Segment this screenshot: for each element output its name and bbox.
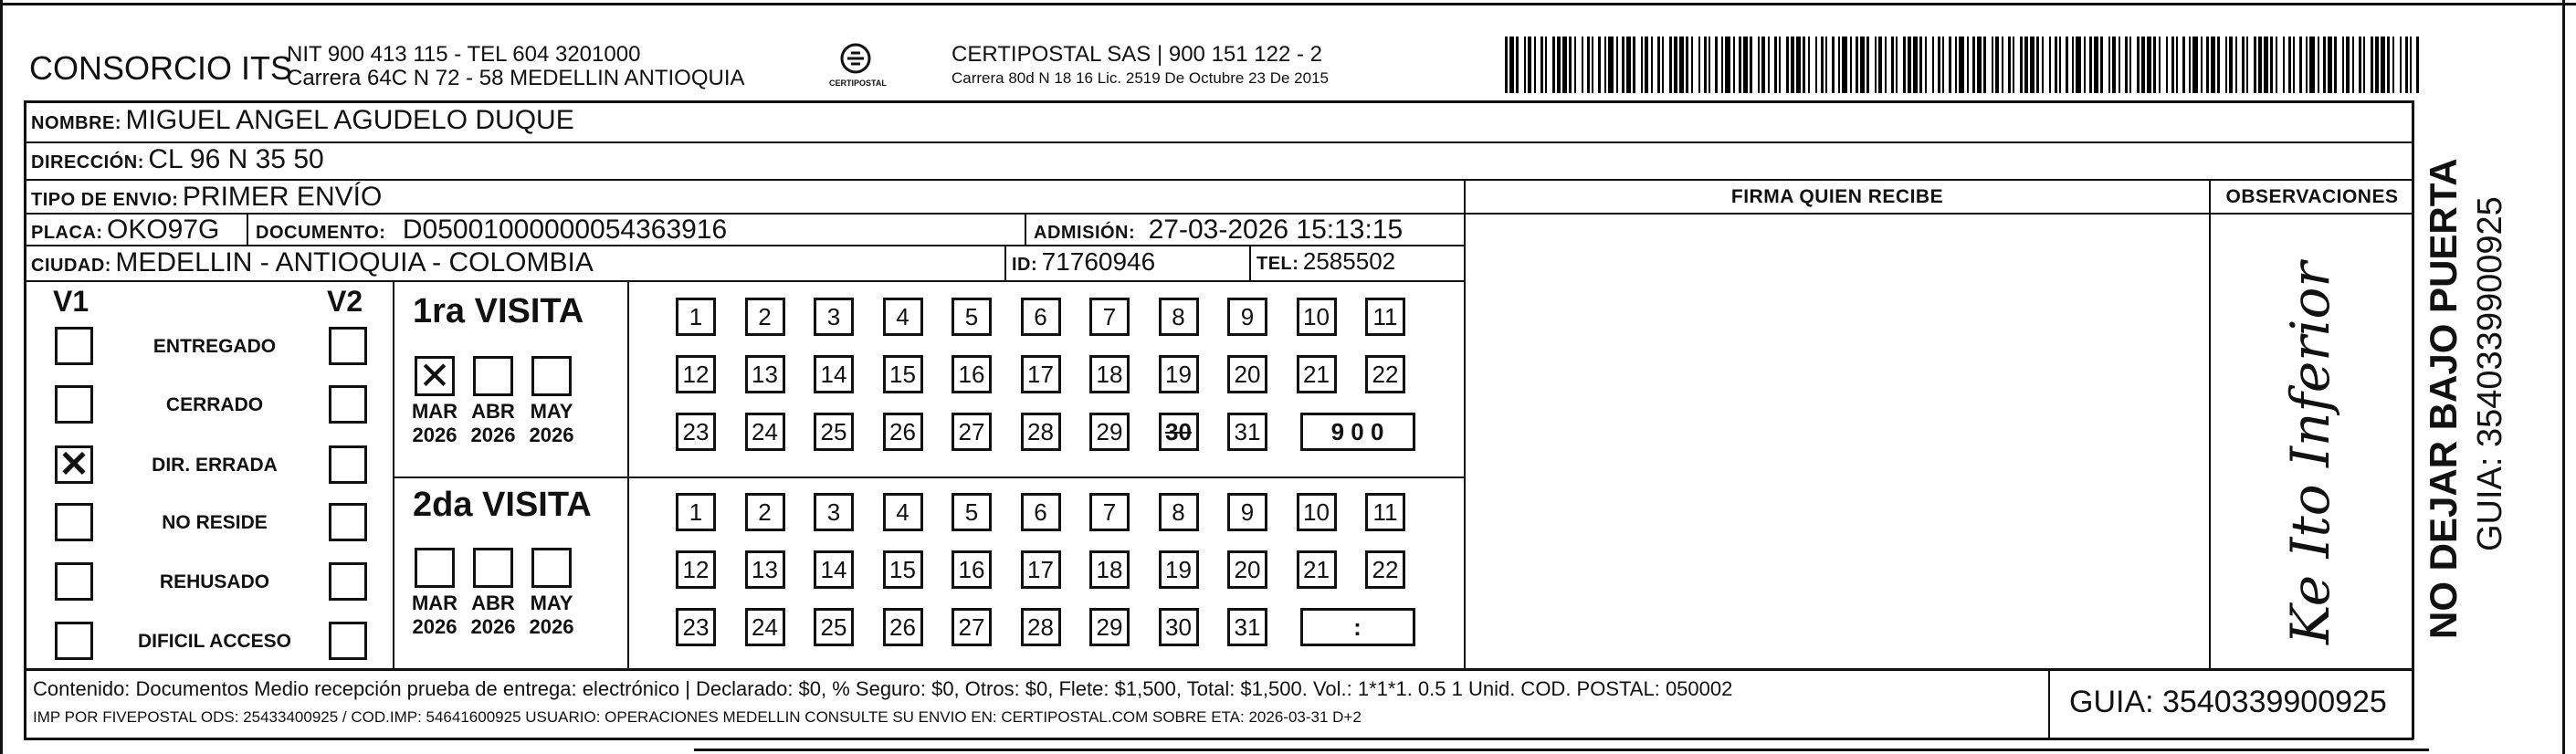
visit1-day-number: 20 [1234, 360, 1261, 388]
tel-field [1256, 247, 1395, 276]
visit2-day-number: 25 [820, 613, 847, 641]
visit2-day-box[interactable] [745, 608, 785, 646]
visit2-day-number: 21 [1303, 555, 1330, 583]
visit2-day-number: 13 [752, 555, 778, 583]
v1-checkbox[interactable] [55, 503, 93, 541]
visit-title-sep [627, 280, 629, 668]
admision-value: 27-03-2026 15:13:15 [1148, 215, 1404, 245]
visit1-day-number: 15 [889, 360, 916, 388]
observaciones-handwritten: Ke Ito Inferior [2279, 261, 2341, 644]
ciudad-value: MEDELLIN - ANTIOQUIA - COLOMBIA [115, 247, 594, 278]
visit2-day-number: 12 [682, 555, 710, 583]
visit1-day-box[interactable] [745, 355, 785, 393]
id-value: 71760946 [1041, 247, 1156, 276]
documento-value: D05001000000054363916 [402, 215, 728, 245]
v1-checkbox[interactable] [55, 327, 93, 365]
admision-label: ADMISIÓN: [1034, 223, 1136, 243]
v2-checkbox[interactable] [329, 622, 367, 660]
status-label: ENTREGADO [152, 336, 277, 357]
left-edge [0, 0, 3, 754]
visit1-month-checkbox[interactable] [473, 356, 513, 396]
visit1-month-checkbox[interactable] [415, 356, 455, 396]
visit1-day-box[interactable] [883, 298, 923, 336]
visit1-day-box[interactable] [1021, 355, 1061, 393]
visit2-month-checkbox[interactable] [415, 548, 455, 588]
footer-left-line [24, 668, 26, 739]
tipo-envio-value: PRIMER ENVÍO [182, 182, 383, 212]
visit2-month-label: MAR [411, 592, 458, 614]
row-line-6 [24, 668, 2413, 671]
visit1-day-number: 9 [1240, 302, 1255, 330]
side-guia: GUIA: 3540339900925 [2471, 196, 2509, 551]
visit2-month-checkbox[interactable] [531, 548, 572, 588]
obs-col-left [2209, 179, 2211, 669]
visit1-day-box[interactable] [814, 413, 854, 451]
direccion-value: CL 96 N 35 50 [148, 144, 324, 174]
footer-guia: GUIA: 3540339900925 [2069, 685, 2387, 719]
visit1-month-label: MAR [411, 400, 458, 423]
visit1-year-label: 2026 [529, 424, 574, 446]
visit1-day-box[interactable] [676, 298, 716, 336]
visit2-day-number: 29 [1096, 613, 1123, 641]
visit2-year-label: 2026 [470, 615, 516, 638]
visit1-day-box[interactable] [676, 355, 716, 393]
visit2-day-number: 10 [1303, 497, 1330, 526]
visit1-day-number: 22 [1372, 360, 1399, 388]
barcode [1505, 37, 2424, 93]
visit1-day-box[interactable] [1089, 413, 1130, 451]
visit1-day-box[interactable] [814, 355, 854, 393]
visit1-day-box[interactable] [1227, 298, 1267, 336]
visit2-day-number: 28 [1027, 613, 1054, 641]
v2-checkbox[interactable] [329, 327, 367, 365]
visit2-day-number: 19 [1165, 555, 1192, 583]
status-sep [393, 280, 394, 668]
v1-checkbox[interactable] [55, 385, 93, 424]
visit1-day-number: 19 [1165, 360, 1192, 388]
documento-label: DOCUMENTO: [256, 223, 386, 243]
row-line-1 [24, 141, 2413, 143]
courier-address: Carrera 80d N 18 16 Lic. 2519 De Octubre 23 De 2015 [952, 69, 1329, 87]
visit1-day-number: 17 [1027, 360, 1054, 388]
placa-sep [247, 213, 248, 246]
visit2-day-number: 20 [1234, 555, 1261, 583]
visit1-day-box[interactable] [952, 355, 992, 393]
visit1-day-number: 25 [820, 417, 847, 445]
visit2-day-box[interactable] [1159, 550, 1199, 589]
visit1-day-box[interactable] [745, 298, 785, 336]
visit2-day-number: 3 [826, 497, 841, 526]
visit2-month-label: ABR [471, 592, 515, 614]
visit1-day-box[interactable] [1159, 355, 1199, 393]
visit1-day-number: 31 [1234, 417, 1261, 445]
v1-header: V1 [53, 285, 89, 318]
visit1-day-box[interactable] [1297, 355, 1337, 393]
visit1-month-label: ABR [471, 400, 515, 423]
visit1-day-number: 21 [1303, 360, 1330, 388]
footer-imp: IMP POR FIVEPOSTAL ODS: 25433400925 / COD.IMP: 54641600925 USUARIO: OPERACIONES MEDELLIN CONSULTE SU ENVIO EN: CERTIPOSTAL.COM SOBRE ETA: 2026-03-31 D+2 [33, 708, 1362, 726]
footer-guia-sep [2048, 668, 2050, 739]
barcode-bar [2416, 37, 2419, 93]
visit2-day-box[interactable] [883, 608, 923, 646]
visit2-year-label: 2026 [412, 615, 457, 638]
visit1-day-box[interactable] [952, 413, 992, 451]
courier-name: CERTIPOSTAL SAS | 900 151 122 - 2 [952, 42, 1322, 67]
visit2-day-number: 11 [1372, 497, 1398, 526]
visit2-title: 2da VISITA [413, 486, 592, 524]
check-mark: ✕ [58, 445, 89, 485]
v1-checkbox[interactable] [55, 562, 93, 601]
visit1-day-box[interactable] [676, 413, 716, 451]
visit1-day-box[interactable] [1021, 413, 1061, 451]
tipo-envio-row [31, 182, 382, 213]
footer-right-line [2412, 668, 2414, 739]
visit1-day-box[interactable] [1297, 298, 1337, 336]
visit2-month-checkbox[interactable] [473, 548, 513, 588]
visit2-day-box[interactable] [952, 608, 992, 646]
status-label: REHUSADO [159, 571, 270, 592]
table-left-line [24, 100, 26, 672]
check-mark: ✕ [418, 354, 451, 397]
nombre-label: NOMBRE: [31, 113, 122, 133]
company-name: CONSORCIO ITS [29, 49, 293, 87]
tel-sep [1249, 245, 1251, 281]
visit2-day-number: 23 [682, 613, 710, 641]
visit1-day-number: 6 [1034, 302, 1047, 330]
visit1-month-label: MAY [530, 400, 573, 423]
visit2-day-box[interactable] [1297, 493, 1337, 531]
signature-area[interactable] [1467, 215, 2208, 668]
visit1-day-number: 4 [896, 302, 909, 330]
visit2-day-box[interactable] [1021, 550, 1061, 589]
visit-divider [393, 476, 1465, 478]
admision-field [1034, 215, 1403, 246]
visit2-day-number: 31 [1234, 613, 1261, 641]
tel-value: 2585502 [1302, 247, 1396, 275]
placa-label: PLACA: [31, 223, 103, 243]
visit2-day-box[interactable] [814, 550, 854, 589]
side-instruction: NO DEJAR BAJO PUERTA [2422, 158, 2465, 639]
visit1-day-box[interactable] [1365, 298, 1405, 336]
visit2-day-box[interactable] [1227, 608, 1267, 646]
visit2-day-number: 8 [1172, 497, 1185, 526]
visit2-day-number: 27 [958, 613, 985, 641]
header [0, 0, 2429, 100]
visit2-day-number: 15 [889, 555, 916, 583]
company-address: Carrera 64C N 72 - 58 MEDELLIN ANTIOQUIA [287, 66, 745, 90]
visit2-day-box[interactable] [1089, 493, 1130, 531]
status-label: DIR. ERRADA [152, 455, 278, 476]
admision-sep [1025, 213, 1026, 246]
visit1-day-box[interactable] [883, 355, 923, 393]
visit2-day-box[interactable] [1365, 493, 1405, 531]
visit1-day-box[interactable] [1365, 355, 1405, 393]
visit1-day-box[interactable] [1227, 355, 1267, 393]
visit1-day-number: 12 [682, 360, 710, 388]
certipostal-logo [829, 40, 887, 97]
bottom-border [694, 749, 2429, 751]
status-label: CERRADO [165, 394, 264, 415]
ciudad-label: CIUDAD: [31, 256, 111, 276]
visit2-day-box[interactable] [1159, 608, 1199, 646]
visit1-year-label: 2026 [412, 424, 457, 446]
company-nit: NIT 900 413 115 - TEL 604 3201000 [287, 42, 641, 67]
visit2-day-number: 26 [889, 613, 916, 641]
visit1-day-number: 7 [1102, 302, 1117, 330]
status-label: NO RESIDE [162, 512, 268, 533]
visit2-day-number: 7 [1102, 497, 1117, 526]
firma-header: FIRMA QUIEN RECIBE [1730, 186, 1944, 207]
visit1-day-number: 13 [752, 360, 778, 388]
visit2-day-box[interactable] [1021, 608, 1061, 646]
footer-contenido: Contenido: Documentos Medio recepción prueba de entrega: electrónico | Declarado: $0, % Seguro: $0, Otros: $0, Flete: $1,500, Total: $1,500. Vol.: 1*1*1. 0.5 1 Unid. COD. POSTAL: 050002 [33, 677, 1733, 700]
ciudad-field [31, 247, 594, 278]
visit2-day-box[interactable] [952, 493, 992, 531]
visit2-day-box[interactable] [1089, 608, 1130, 646]
visit2-day-number: 2 [758, 497, 772, 526]
visit1-day-number: 27 [958, 417, 985, 445]
visit1-day-number: 8 [1172, 302, 1185, 330]
visit1-day-number: 3 [826, 302, 841, 330]
id-label: ID: [1012, 255, 1038, 275]
visit1-time-value: 9 0 0 [1330, 417, 1384, 445]
nombre-value: MIGUEL ANGEL AGUDELO DUQUE [125, 105, 574, 135]
visit1-day-number: 18 [1096, 360, 1123, 388]
footer-bottom-line [24, 738, 2413, 740]
visit1-day-number: 23 [682, 417, 710, 445]
visit1-time-box[interactable] [1300, 413, 1415, 451]
visit2-day-box[interactable] [1365, 550, 1405, 589]
visit1-year-label: 2026 [470, 424, 516, 446]
visit2-day-box[interactable] [1297, 550, 1337, 589]
visit1-day-box[interactable] [1021, 298, 1061, 336]
visit1-day-box[interactable] [1089, 355, 1130, 393]
visit1-day-box[interactable] [952, 298, 992, 336]
visit2-day-number: 17 [1027, 555, 1054, 583]
visit2-day-box[interactable] [952, 550, 992, 589]
id-sep [1004, 245, 1006, 281]
visit1-title: 1ra VISITA [413, 292, 584, 330]
visit1-day-box[interactable] [745, 413, 785, 451]
v2-checkbox[interactable] [329, 445, 367, 484]
visit2-day-number: 18 [1096, 555, 1123, 583]
visit2-day-number: 22 [1372, 555, 1399, 583]
firma-col-left [1464, 179, 1466, 669]
visit2-day-number: 24 [752, 613, 778, 641]
visit2-day-box[interactable] [676, 493, 716, 531]
direccion-row [31, 144, 324, 175]
visit1-day-number: 26 [889, 417, 916, 445]
visit2-day-box[interactable] [814, 493, 854, 531]
visit2-day-box[interactable] [676, 550, 716, 589]
logo-caption: CERTIPOSTAL [829, 79, 887, 88]
visit2-time-box[interactable] [1300, 608, 1415, 646]
visit2-day-number: 6 [1034, 497, 1047, 526]
visit2-day-box[interactable] [1159, 493, 1199, 531]
direccion-label: DIRECCIÓN: [31, 152, 144, 173]
visit1-day-number: 10 [1303, 302, 1330, 330]
observaciones-header: OBSERVACIONES [2225, 186, 2399, 207]
visit2-day-box[interactable] [883, 493, 923, 531]
row-line-2 [24, 179, 2413, 181]
visit2-day-box[interactable] [814, 608, 854, 646]
tipo-envio-label: TIPO DE ENVIO: [31, 190, 179, 210]
visit1-day-box[interactable] [1159, 413, 1199, 451]
visit1-day-box[interactable] [1227, 413, 1267, 451]
visit2-day-number: 9 [1240, 497, 1255, 526]
visit2-day-box[interactable] [1227, 550, 1267, 589]
visit2-day-box[interactable] [1227, 493, 1267, 531]
visit2-day-box[interactable] [676, 608, 716, 646]
visit1-day-box[interactable] [1089, 298, 1130, 336]
v1-checkbox[interactable] [55, 445, 93, 484]
visit2-time-value: : [1353, 613, 1362, 641]
visit2-day-number: 30 [1165, 613, 1192, 641]
visit1-day-box[interactable] [883, 413, 923, 451]
visit2-day-box[interactable] [1089, 550, 1130, 589]
placa-value: OKO97G [107, 215, 220, 245]
visit1-day-number: 11 [1372, 302, 1398, 330]
v2-checkbox[interactable] [329, 503, 367, 541]
visit1-day-number: 1 [689, 302, 703, 330]
right-edge [2562, 0, 2565, 754]
visit2-day-box[interactable] [745, 493, 785, 531]
tel-label: TEL: [1256, 254, 1299, 274]
documento-field [256, 215, 727, 246]
visit1-day-number: 24 [752, 417, 778, 445]
visit2-day-box[interactable] [745, 550, 785, 589]
visit1-day-number: 5 [964, 302, 979, 330]
status-label: DIFICIL ACCESO [137, 631, 291, 652]
visit2-day-number: 1 [689, 497, 703, 526]
visit2-day-box[interactable] [883, 550, 923, 589]
placa-field [31, 215, 219, 246]
visit2-day-number: 14 [820, 555, 847, 583]
visit2-day-number: 4 [896, 497, 909, 526]
visit2-month-label: MAY [530, 592, 573, 614]
visit1-day-number: 30 [1165, 417, 1192, 445]
visit2-year-label: 2026 [529, 615, 574, 638]
nombre-row [31, 105, 574, 136]
visit1-day-number: 14 [820, 360, 847, 388]
v2-header: V2 [327, 285, 363, 318]
table-top-line [24, 100, 2413, 103]
visit2-day-number: 16 [958, 555, 985, 583]
visit2-day-number: 5 [964, 497, 979, 526]
id-field [1012, 247, 1155, 277]
visit1-day-number: 29 [1096, 417, 1123, 445]
v2-checkbox[interactable] [329, 385, 367, 424]
v1-checkbox[interactable] [55, 622, 93, 660]
v2-checkbox[interactable] [329, 562, 367, 601]
visit1-day-box[interactable] [1159, 298, 1199, 336]
visit1-day-number: 2 [758, 302, 772, 330]
row-line-4b [2209, 213, 2413, 215]
visit1-day-number: 16 [958, 360, 985, 388]
visit2-day-box[interactable] [1021, 493, 1061, 531]
visit1-day-box[interactable] [814, 298, 854, 336]
visit1-month-checkbox[interactable] [531, 356, 572, 396]
visit1-day-number: 28 [1027, 417, 1054, 445]
